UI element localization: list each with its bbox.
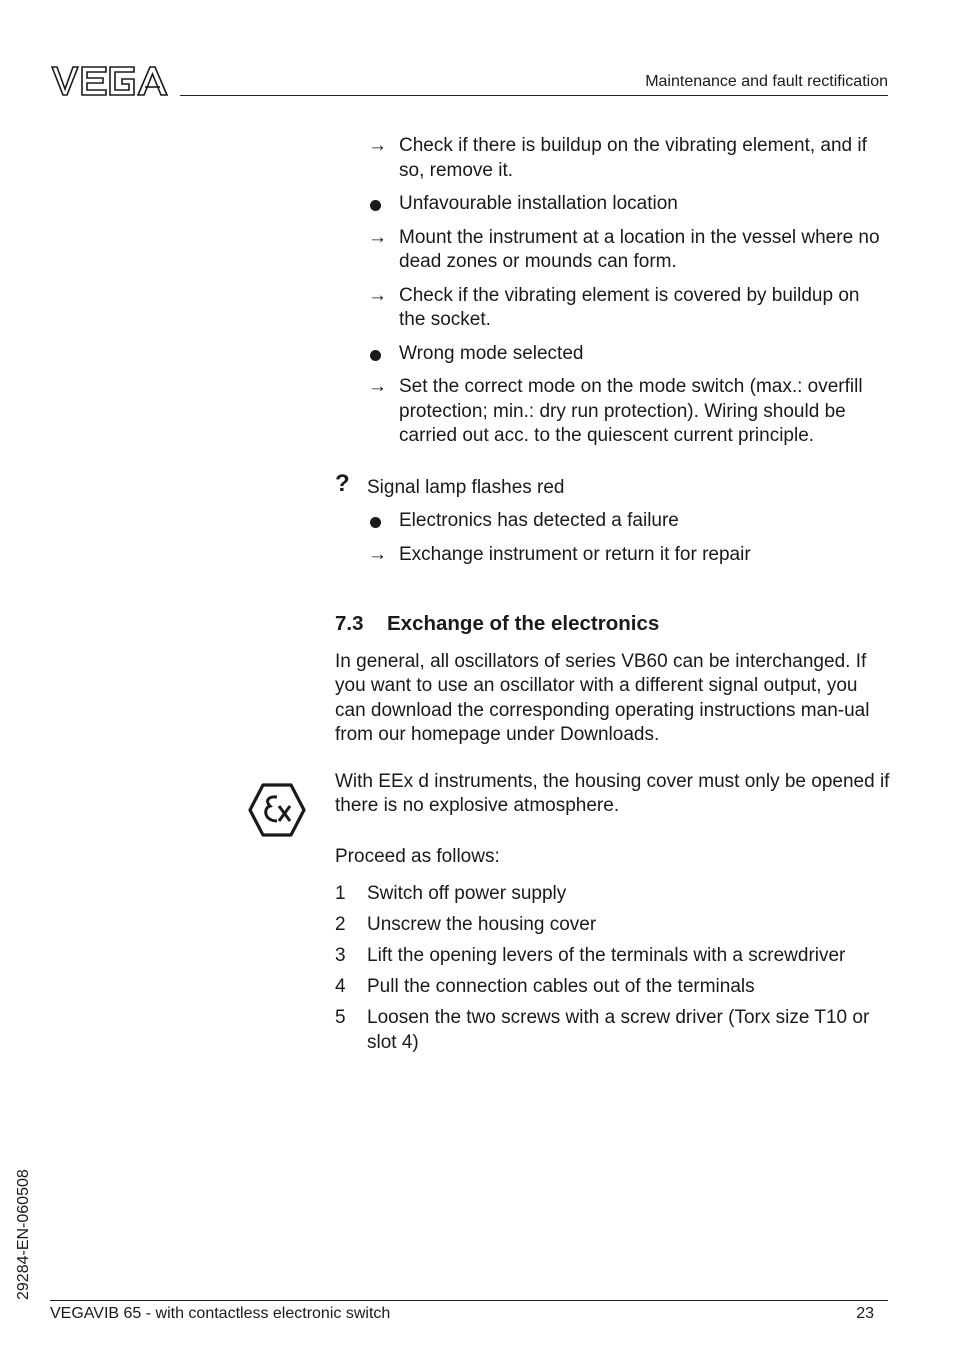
ex-hexagon-icon xyxy=(248,783,306,837)
bullet-dot-icon xyxy=(370,517,381,528)
page-number: 23 xyxy=(856,1305,874,1322)
vega-logo xyxy=(50,64,168,98)
section-heading xyxy=(335,612,890,637)
arrow-item: → Mount the instrument at a location in the vessel where no dead zones or mounds can form. xyxy=(368,226,880,272)
ex-warning-paragraph: With EEx d instruments, the housing cover must only be opened if there is no explosive atmosphere. xyxy=(335,770,890,816)
question-item: ? Signal lamp flashes red xyxy=(335,469,565,498)
bullet-dot-icon xyxy=(370,350,381,361)
arrow-item: → Set the correct mode on the mode switch (max.: overfill protection; min.: dry run protection). Wiring should be carried out acc. to the quiescent current principle. xyxy=(368,376,863,446)
header-section-title: Maintenance and fault rectification xyxy=(645,73,888,90)
steps-list xyxy=(335,882,890,1055)
bullet-dot-icon xyxy=(370,200,381,211)
arrow-right-icon: → xyxy=(368,226,387,248)
footer-title: VEGAVIB 65 - with contactless electronic switch xyxy=(50,1305,391,1322)
bullet-item: Electronics has detected a failure xyxy=(335,509,890,534)
bullet-item: Unfavourable installation location xyxy=(335,192,890,217)
arrow-item: → Exchange instrument or return it for repair xyxy=(335,543,890,568)
arrow-right-icon: → xyxy=(368,284,387,306)
section-title: Exchange of the electronics xyxy=(387,612,660,635)
intro-paragraph: In general, all oscillators of series VB60 can be interchanged. If you want to use an oscillator with a different signal output, you can download the corresponding operating instructions man-ual from our homepage under Downloads. xyxy=(335,650,870,745)
arrow-right-icon: → xyxy=(368,135,387,156)
footer-divider xyxy=(50,1300,888,1301)
arrow-item: → Check if there is buildup on the vibrating element, and if so, remove it. xyxy=(368,135,867,181)
section-number: 7.3 xyxy=(335,612,364,635)
question-mark-icon: ? xyxy=(335,469,350,497)
list-item: 5 Loosen the two screws with a screw driver (Torx size T10 or slot 4) xyxy=(335,1007,870,1053)
list-item: 1 Switch off power supply xyxy=(335,883,567,904)
bullet-item: Wrong mode selected xyxy=(335,342,890,367)
arrow-item: → Check if the vibrating element is covered by buildup on the socket. xyxy=(368,284,860,330)
proceed-text: Proceed as follows: xyxy=(335,845,500,867)
document-code: 29284-EN-060508 xyxy=(15,1169,32,1300)
list-item: 4 Pull the connection cables out of the terminals xyxy=(335,976,755,997)
arrow-right-icon: → xyxy=(368,376,387,397)
arrow-right-icon: → xyxy=(368,543,387,565)
list-item: 2 Unscrew the housing cover xyxy=(335,914,597,935)
list-item: 3 Lift the opening levers of the terminals with a screwdriver xyxy=(335,945,846,966)
header-divider xyxy=(180,95,888,96)
main-content xyxy=(335,134,890,1062)
